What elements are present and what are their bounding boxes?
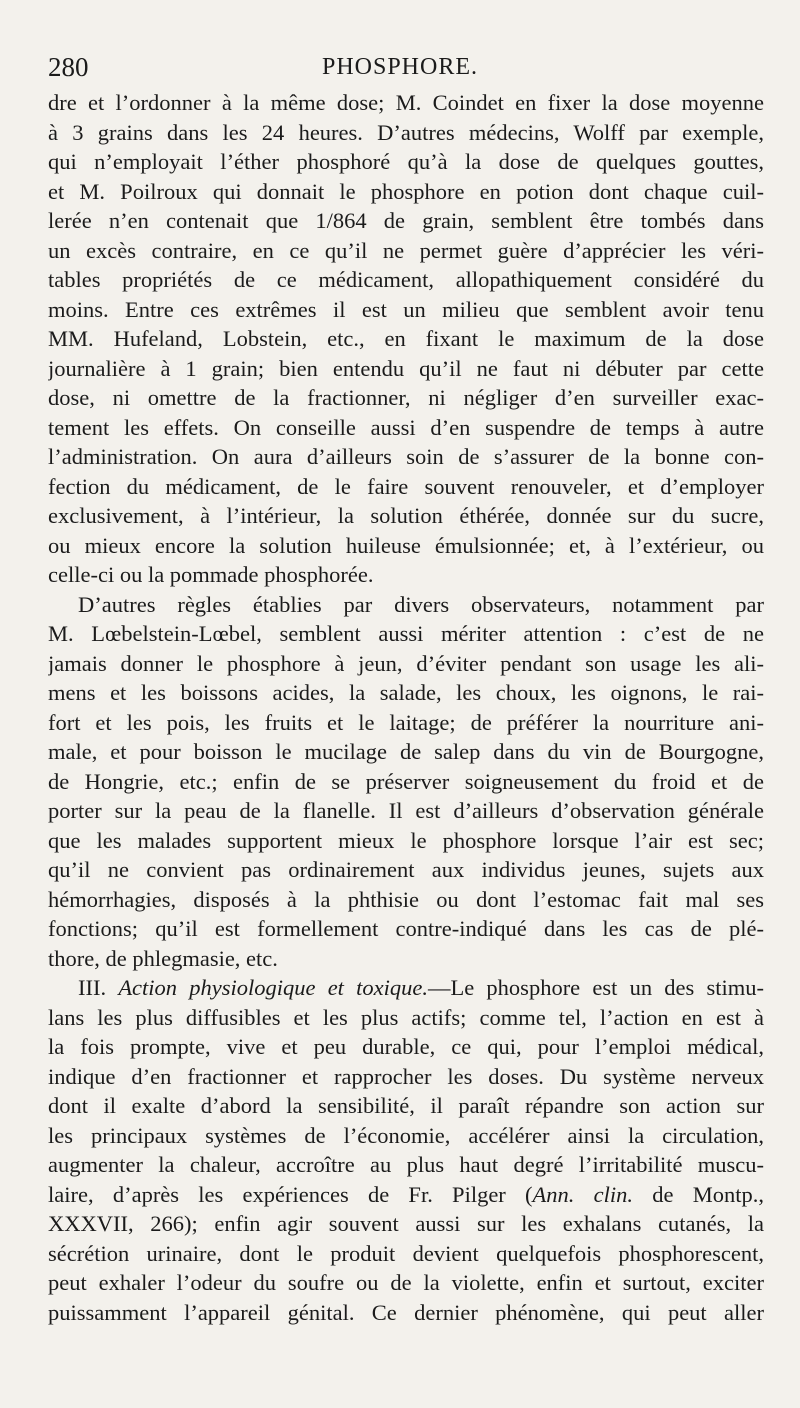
text-line: dont il exalte d’abord la sensibilité, il paraît répandre son action sur <box>48 1093 764 1118</box>
text-line: fection du médicament, de le faire souvent renouveler, et d’employer <box>48 473 764 499</box>
text-line: D’autres règles établies par divers observateurs, notamment par <box>78 591 764 617</box>
text-line: qui n’employait l’éther phosphoré qu’à la dose de quelques gouttes, <box>48 149 764 174</box>
text-line: lerée n’en contenait que 1/864 de grain, semblent être tombés dans <box>48 208 764 233</box>
text-line: tables propriétés de ce médicament, allopathiquement considéré du <box>48 267 764 292</box>
text-line: laire, d’après les expériences de Fr. Pilger (Ann. clin. de Montp., <box>48 1181 764 1207</box>
text-line: et M. Poilroux qui donnait le phosphore en potion dont chaque cuil- <box>48 178 764 204</box>
text-line: la fois prompte, vive et peu durable, ce qui, pour l’emploi médical, <box>48 1034 764 1059</box>
text-line: fort et les pois, les fruits et le laitage; de préférer la nourriture ani- <box>48 709 764 735</box>
text-line: de Hongrie, etc.; enfin de se préserver soigneusement du froid et de <box>48 768 764 794</box>
citation-title: Ann. clin. <box>532 1181 634 1207</box>
text-line: tement les effets. On conseille aussi d’en suspendre de temps à autre <box>48 414 764 440</box>
text-line: fonctions; qu’il est formellement contre-indiqué dans les cas de plé- <box>48 916 764 941</box>
text-line: puissamment l’appareil génital. Ce dernier phénomène, qui peut aller <box>48 1299 764 1325</box>
section-heading-line: III. Action physiologique et toxique.—Le phosphore est un des stimu- <box>78 975 764 1000</box>
text-line: moins. Entre ces extrêmes il est un milieu que semblent avoir tenu <box>48 296 764 322</box>
text-line: l’administration. On aura d’ailleurs soin de s’assurer de la bonne con- <box>48 444 764 469</box>
text-line: lans les plus diffusibles et les plus actifs; comme tel, l’action en est à <box>48 1004 764 1030</box>
text-line: XXXVII, 266); enfin agir souvent aussi sur les exhalans cutanés, la <box>48 1211 764 1236</box>
text-line: MM. Hufeland, Lobstein, etc., en fixant le maximum de la dose <box>48 326 764 351</box>
text-line: porter sur la peau de la flanelle. Il est d’ailleurs d’observation générale <box>48 798 764 823</box>
text-line: mens et les boissons acides, la salade, les choux, les oignons, le rai- <box>48 680 764 705</box>
text-line: sécrétion urinaire, dont le produit devient quelquefois phosphorescent, <box>48 1240 764 1266</box>
text-line: thore, de phlegmasie, etc. <box>48 945 278 971</box>
text-line: indique d’en fractionner et rapprocher les doses. Du système nerveux <box>48 1063 764 1089</box>
text-line: qu’il ne convient pas ordinairement aux individus jeunes, sujets aux <box>48 857 764 882</box>
text-line: journalière à 1 grain; bien entendu qu’il ne faut ni débuter par cette <box>48 355 764 381</box>
text-line: exclusivement, à l’intérieur, la solution éthérée, donnée sur du sucre, <box>48 503 764 528</box>
text-line: hémorrhagies, disposés à la phthisie ou dont l’estomac fait mal ses <box>48 886 764 912</box>
text-line: les principaux systèmes de l’économie, accélérer ainsi la circulation, <box>48 1122 764 1148</box>
text-line: jamais donner le phosphore à jeun, d’éviter pendant son usage les ali- <box>48 650 764 676</box>
page-number: 280 <box>48 52 89 82</box>
text-line: dre et l’ordonner à la même dose; M. Coindet en fixer la dose moyenne <box>48 90 764 115</box>
text-line: ou mieux encore la solution huileuse émulsionnée; et, à l’extérieur, ou <box>48 532 764 558</box>
text-line: M. Lœbelstein-Lœbel, semblent aussi mériter attention : c’est de ne <box>48 621 764 646</box>
text-line: peut exhaler l’odeur du soufre ou de la violette, enfin et surtout, exciter <box>48 1270 764 1295</box>
page-header <box>48 52 752 86</box>
running-head: PHOSPHORE. <box>321 54 479 80</box>
text-line: dose, ni omettre de la fractionner, ni négliger d’en surveiller exac- <box>48 385 764 410</box>
section-title: Action physiologique et toxique. <box>118 975 428 1000</box>
text-line: à 3 grains dans les 24 heures. D’autres médecins, Wolff par exemple, <box>48 119 764 145</box>
text-line: que les malades supportent mieux le phosphore lorsque l’air est sec; <box>48 827 764 853</box>
text-line: male, et pour boisson le mucilage de salep dans du vin de Bourgogne, <box>48 739 764 764</box>
body-text <box>48 88 764 1327</box>
text-line: celle-ci ou la pommade phosphorée. <box>48 562 374 587</box>
text-line: augmenter la chaleur, accroître au plus haut degré l’irritabilité muscu- <box>48 1152 764 1177</box>
text-line: un excès contraire, en ce qu’il ne permet guère d’apprécier les véri- <box>48 237 764 263</box>
